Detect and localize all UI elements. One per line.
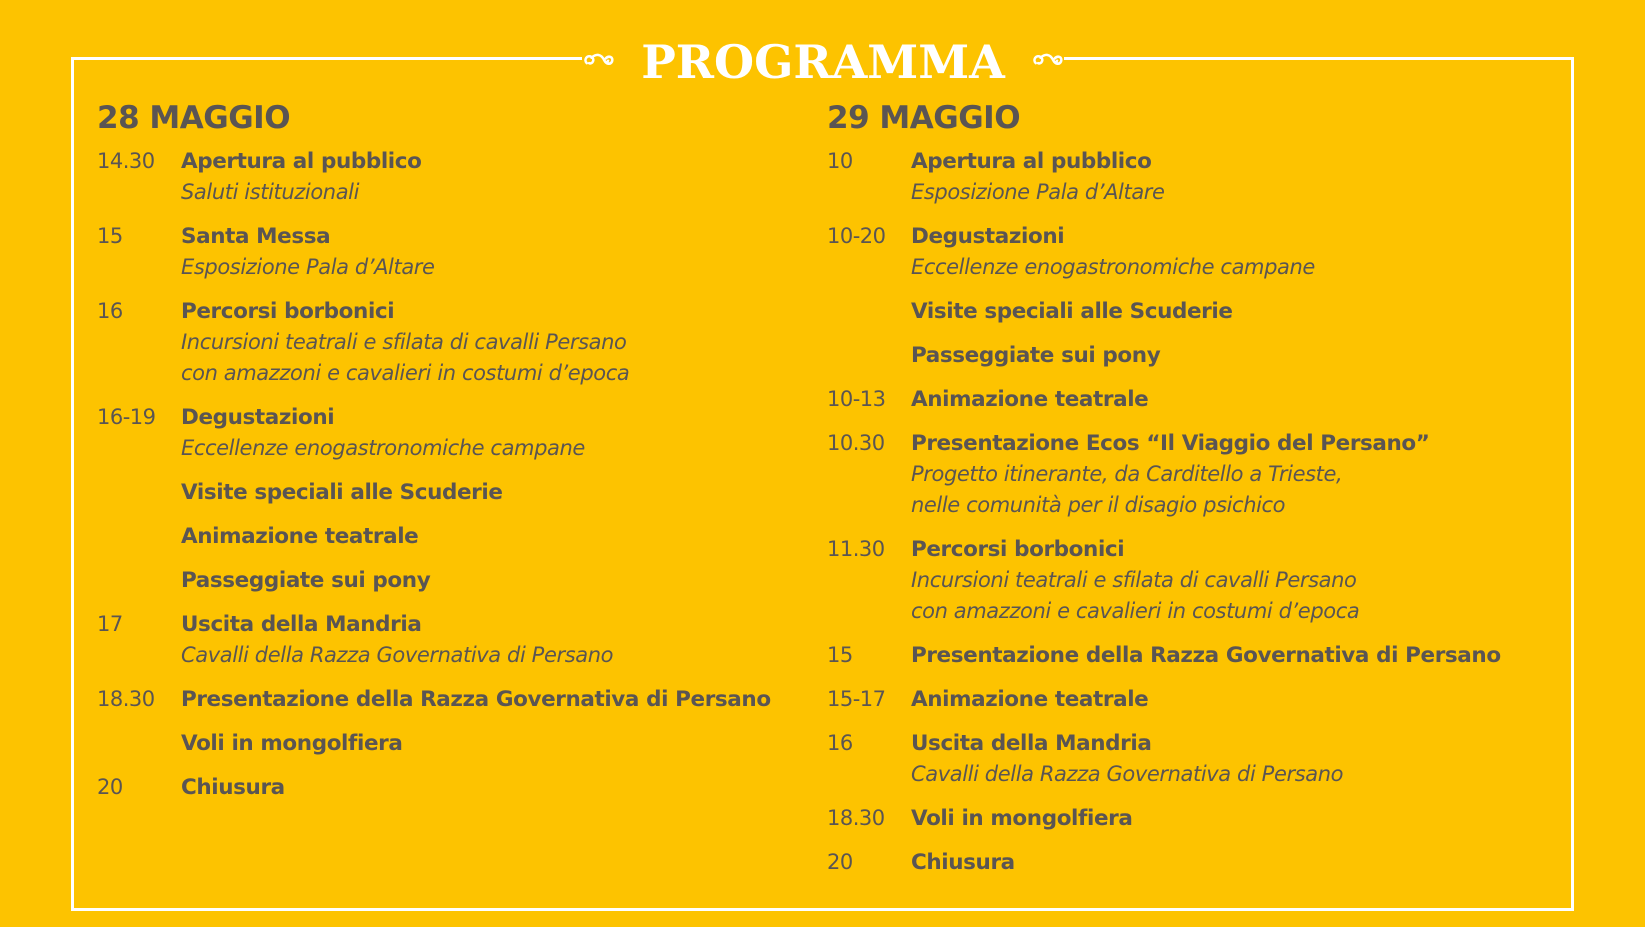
event-row [827,847,1587,878]
event-time: 10-20 [827,224,886,248]
page-title: PROGRAMMA [641,35,1005,89]
event-subtitle: Eccellenze enogastronomiche campane [181,436,585,460]
event-row [827,728,1587,790]
event-subtitle: con amazzoni e cavalieri in costumi d’epoca [911,599,1360,623]
day-1-column [97,96,777,816]
event-title: Passeggiate sui pony [911,343,1161,368]
event-row [827,384,1587,415]
event-title: Chiusura [181,775,285,800]
event-text [181,772,777,803]
event-title: Uscita della Mandria [181,612,422,637]
event-title: Animazione teatrale [911,387,1149,412]
event-text [911,534,1587,627]
event-time: 15 [97,224,123,248]
event-time: 15 [827,643,853,667]
event-time: 16 [97,299,123,323]
event-title: Santa Messa [181,224,331,249]
event-time: 11.30 [827,537,885,561]
event-row [97,521,777,552]
event-time: 10-13 [827,387,886,411]
event-text [181,477,777,508]
event-title: Animazione teatrale [181,524,419,549]
event-time: 16-19 [97,405,156,429]
event-time [97,728,181,759]
event-subtitle: Cavalli della Razza Governativa di Persano [911,762,1344,786]
event-text [911,384,1587,415]
event-subtitle: nelle comunità per il disagio psichico [911,493,1286,517]
event-row [97,772,777,803]
event-text [911,640,1587,671]
event-text [181,684,777,715]
event-time: 20 [827,850,853,874]
event-subtitle: con amazzoni e cavalieri in costumi d’epoca [181,361,630,385]
event-text [181,609,777,671]
event-text [181,521,777,552]
event-title: Passeggiate sui pony [181,568,431,593]
event-subtitle: Eccellenze enogastronomiche campane [911,255,1315,279]
day-1-heading: 28 MAGGIO [97,100,291,136]
event-row [827,340,1587,371]
event-title: Visite speciali alle Scuderie [181,480,503,505]
event-subtitle: Esposizione Pala d’Altare [911,180,1165,204]
event-text [911,221,1587,283]
event-time: 20 [97,775,123,799]
event-row [827,221,1587,283]
event-text [181,146,777,208]
event-time [97,565,181,596]
event-text [911,296,1587,327]
event-subtitle: Incursioni teatrali e sfilata di cavalli Persano [181,330,627,354]
day-2-heading: 29 MAGGIO [827,100,1021,136]
event-row [97,609,777,671]
event-row [827,146,1587,208]
event-text [911,684,1587,715]
event-title: Presentazione Ecos “Il Viaggio del Persano” [911,431,1430,456]
event-time [827,340,911,371]
event-row [827,534,1587,627]
event-title: Chiusura [911,850,1015,875]
event-title: Animazione teatrale [911,687,1149,712]
day-1-event-list [97,146,777,803]
event-title: Presentazione della Razza Governativa di Persano [181,687,771,712]
event-title: Uscita della Mandria [911,731,1152,756]
event-time: 18.30 [827,806,885,830]
scroll-ornament-icon [582,48,615,72]
event-text [181,296,777,389]
event-row [827,428,1587,521]
event-title: Apertura al pubblico [181,149,422,174]
event-time [827,296,911,327]
scroll-ornament-icon [1031,48,1064,72]
event-row [97,728,777,759]
event-text [911,728,1587,790]
event-title: Degustazioni [911,224,1065,249]
event-row [97,402,777,464]
event-time [97,521,181,552]
event-row [97,684,777,715]
event-subtitle: Progetto itinerante, da Carditello a Trieste, [911,462,1343,486]
event-row [827,684,1587,715]
event-text [911,428,1587,521]
event-text [181,565,777,596]
event-title: Visite speciali alle Scuderie [911,299,1233,324]
event-text [181,402,777,464]
event-time: 14.30 [97,149,155,173]
event-row [827,640,1587,671]
event-time: 18.30 [97,687,155,711]
event-text [911,847,1587,878]
event-row [97,221,777,283]
event-text [181,221,777,283]
event-subtitle: Incursioni teatrali e sfilata di cavalli Persano [911,568,1357,592]
event-title: Apertura al pubblico [911,149,1152,174]
event-time: 15-17 [827,687,886,711]
event-title: Percorsi borbonici [911,537,1125,562]
event-subtitle: Cavalli della Razza Governativa di Persano [181,643,614,667]
event-time: 10.30 [827,431,885,455]
event-text [911,340,1587,371]
event-text [181,728,777,759]
event-time: 17 [97,612,123,636]
title-banner [582,18,1064,102]
event-time [97,477,181,508]
event-row [97,565,777,596]
event-row [97,296,777,389]
day-2-event-list [827,146,1587,878]
event-title: Presentazione della Razza Governativa di Persano [911,643,1501,668]
event-subtitle: Saluti istituzionali [181,180,360,204]
event-row [97,477,777,508]
event-row [97,146,777,208]
event-text [911,146,1587,208]
event-title: Voli in mongolfiera [181,731,403,756]
event-subtitle: Esposizione Pala d’Altare [181,255,435,279]
event-time: 10 [827,149,853,173]
event-title: Percorsi borbonici [181,299,395,324]
event-time: 16 [827,731,853,755]
event-row [827,296,1587,327]
event-row [827,803,1587,834]
event-title: Degustazioni [181,405,335,430]
event-title: Voli in mongolfiera [911,806,1133,831]
event-text [911,803,1587,834]
day-2-column [827,96,1587,891]
